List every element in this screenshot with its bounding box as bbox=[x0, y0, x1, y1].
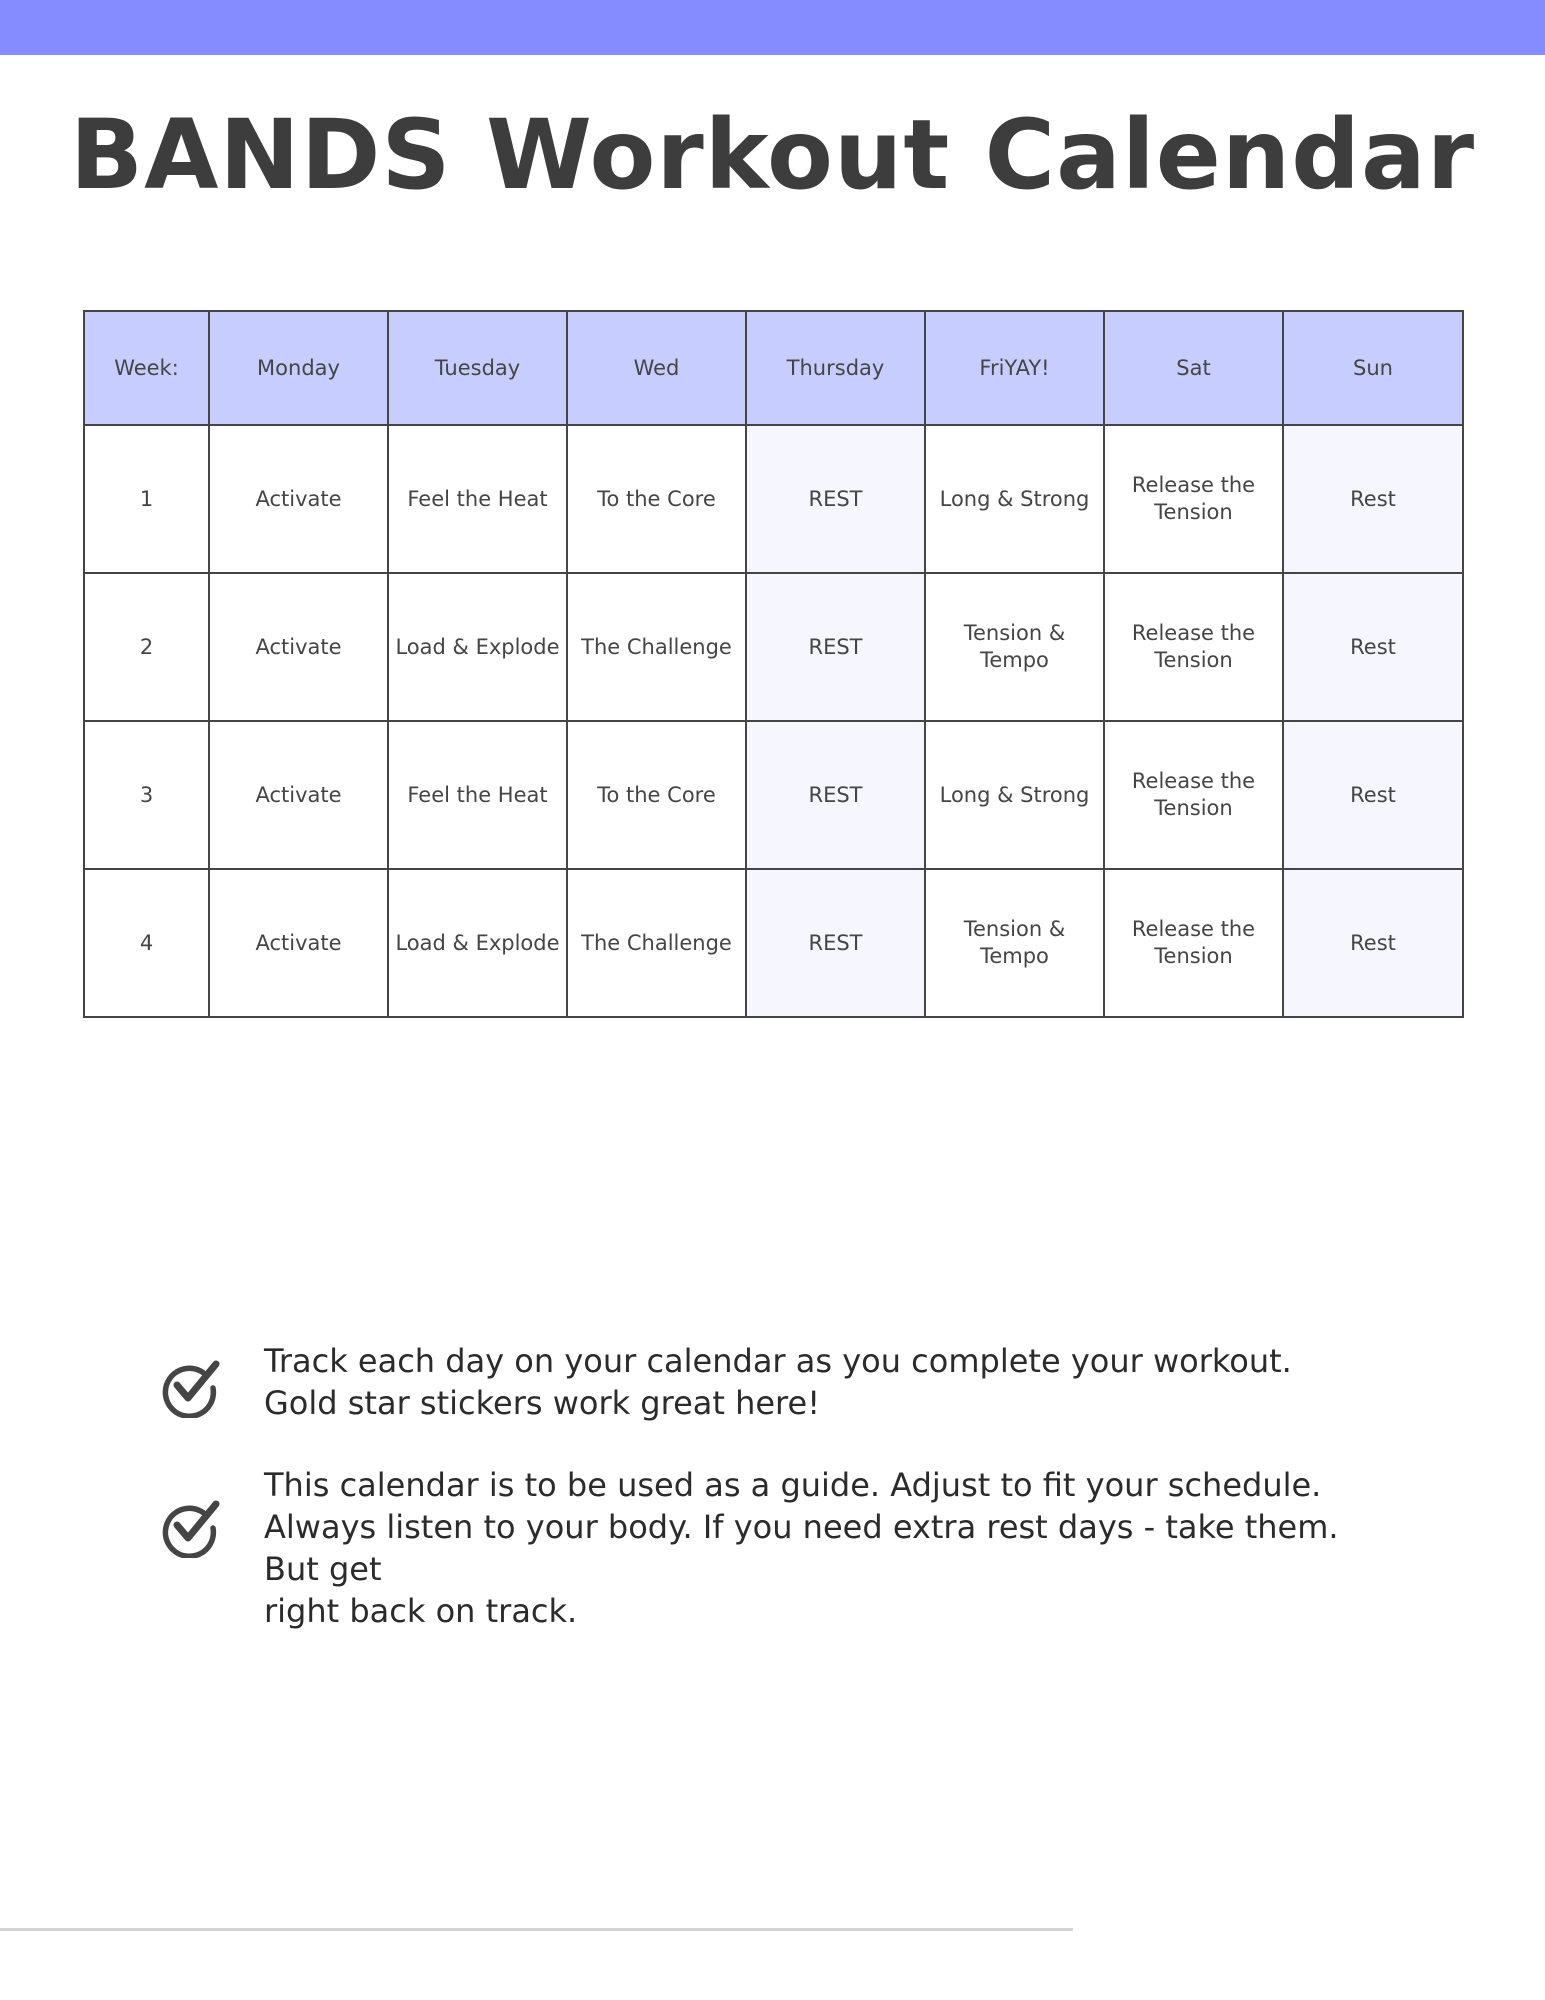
table-cell: Rest bbox=[1283, 425, 1463, 573]
table-row bbox=[84, 573, 1463, 721]
table-cell: Activate bbox=[209, 869, 388, 1017]
note-item bbox=[160, 1340, 1400, 1424]
table-cell: Load & Explode bbox=[388, 573, 567, 721]
note-line: This calendar is to be used as a guide. Adjust to fit your schedule. bbox=[264, 1466, 1322, 1504]
note-text bbox=[264, 1340, 1400, 1424]
table-cell: REST bbox=[746, 869, 925, 1017]
table-cell: Long & Strong bbox=[925, 425, 1104, 573]
column-header-week: Week: bbox=[84, 311, 209, 425]
check-circle-icon bbox=[160, 1496, 222, 1558]
table-cell: REST bbox=[746, 425, 925, 573]
week-number-cell: 4 bbox=[84, 869, 209, 1017]
column-header-friday: FriYAY! bbox=[925, 311, 1104, 425]
table-cell: REST bbox=[746, 721, 925, 869]
footer-divider bbox=[0, 1928, 1073, 1931]
table-cell: Release the Tension bbox=[1104, 573, 1283, 721]
note-item bbox=[160, 1464, 1400, 1632]
column-header-wednesday: Wed bbox=[567, 311, 746, 425]
column-header-tuesday: Tuesday bbox=[388, 311, 567, 425]
note-line: right back on track. bbox=[264, 1592, 578, 1630]
column-header-monday: Monday bbox=[209, 311, 388, 425]
table-cell: Release the Tension bbox=[1104, 869, 1283, 1017]
table-row bbox=[84, 425, 1463, 573]
page-title: BANDS Workout Calendar bbox=[69, 99, 1476, 211]
table-cell: Activate bbox=[209, 425, 388, 573]
table-cell: Rest bbox=[1283, 573, 1463, 721]
table-cell: Tension & Tempo bbox=[925, 869, 1104, 1017]
table-cell: The Challenge bbox=[567, 869, 746, 1017]
table-cell: Load & Explode bbox=[388, 869, 567, 1017]
table-cell: Activate bbox=[209, 721, 388, 869]
table-cell: To the Core bbox=[567, 425, 746, 573]
table-cell: Release the Tension bbox=[1104, 721, 1283, 869]
table-header-row bbox=[84, 311, 1463, 425]
week-number-cell: 3 bbox=[84, 721, 209, 869]
table-cell: REST bbox=[746, 573, 925, 721]
table-cell: The Challenge bbox=[567, 573, 746, 721]
note-line: Always listen to your body. If you need extra rest days - take them. But get bbox=[264, 1508, 1339, 1588]
workout-calendar-table bbox=[83, 310, 1464, 1018]
table-cell: Long & Strong bbox=[925, 721, 1104, 869]
table-cell: Activate bbox=[209, 573, 388, 721]
table-cell: Feel the Heat bbox=[388, 721, 567, 869]
top-accent-band bbox=[0, 0, 1545, 55]
table-row bbox=[84, 721, 1463, 869]
week-number-cell: 2 bbox=[84, 573, 209, 721]
table-cell: Rest bbox=[1283, 721, 1463, 869]
week-number-cell: 1 bbox=[84, 425, 209, 573]
column-header-sunday: Sun bbox=[1283, 311, 1463, 425]
note-text bbox=[264, 1464, 1400, 1632]
table-cell: Tension & Tempo bbox=[925, 573, 1104, 721]
table-cell: To the Core bbox=[567, 721, 746, 869]
column-header-saturday: Sat bbox=[1104, 311, 1283, 425]
table-cell: Feel the Heat bbox=[388, 425, 567, 573]
table-row bbox=[84, 869, 1463, 1017]
check-circle-icon bbox=[160, 1356, 222, 1418]
column-header-thursday: Thursday bbox=[746, 311, 925, 425]
table-cell: Release the Tension bbox=[1104, 425, 1283, 573]
note-line: Gold star stickers work great here! bbox=[264, 1384, 821, 1422]
notes-section bbox=[160, 1340, 1400, 1672]
table-cell: Rest bbox=[1283, 869, 1463, 1017]
note-line: Track each day on your calendar as you complete your workout. bbox=[264, 1342, 1292, 1380]
